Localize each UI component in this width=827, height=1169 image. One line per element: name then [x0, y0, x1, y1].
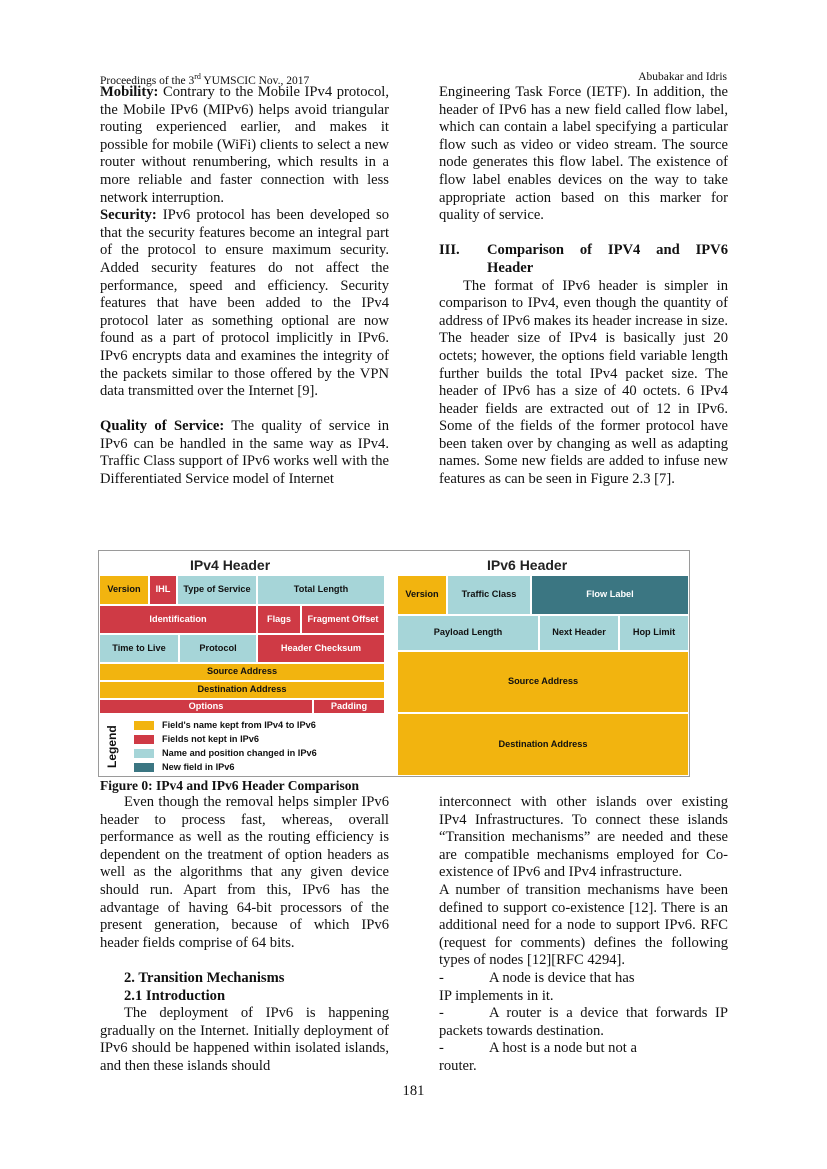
list-item-first: A node is device that has — [489, 969, 635, 986]
ipv4-flags-field: Flags — [257, 605, 301, 634]
interconnect-paragraph: interconnect with other islands over existing IPv4 Infrastructures. To connect these islands “Transition mechanisms” are needed and these are compatible mechanisms employed for Co-existence of IPv6 and IPv4 infrastructure. — [439, 794, 728, 881]
list-dash: - — [439, 1040, 444, 1057]
list-dash: - — [439, 1005, 444, 1022]
ipv6-flow-label-field: Flow Label — [531, 575, 689, 615]
removal-paragraph: Even though the removal helps simpler IPv6 header to process fast, whereas, overall performance as well as the routing efficiency is dependent on the treatment of option headers as well as the algorithms that any given device should run. Apart from this, IPv6 has the advantage of having 64-bit processors of the present generation, because of which IPv6 header fields comprise of 64 bits. — [100, 794, 389, 951]
ipv6-source-address-field: Source Address — [397, 651, 689, 713]
list-dash: - — [439, 969, 444, 986]
node-definition-item — [439, 970, 728, 1005]
ipv4-identification-field: Identification — [99, 605, 257, 634]
header-left-prefix: Proceedings of the 3 — [100, 74, 195, 87]
section-heading-iii — [439, 242, 728, 277]
ipv4-protocol-field: Protocol — [179, 634, 257, 663]
header-left-suffix: YUMSCIC Nov., 2017 — [200, 74, 310, 87]
ipv6-destination-address-field: Destination Address — [397, 713, 689, 776]
section-title: Comparison of IPV4 and IPV6 Header — [487, 242, 728, 276]
legend-item-kept — [134, 720, 316, 730]
legend-label-changed: Name and position changed in IPv6 — [162, 748, 317, 758]
header-comparison-figure — [98, 550, 690, 777]
mobility-label: Mobility: — [100, 84, 159, 100]
ipv4-destination-address-field: Destination Address — [99, 681, 385, 699]
spacer — [439, 225, 728, 243]
mobility-text: Contrary to the Mobile IPv4 protocol, the Mobile IPv6 (MIPv6) helps avoid triangular routing experienced earlier, and makes it possible for mobile (WiFi) clients to select a new router without renumbering, which results in a more reliable and faster connection with less network interruption. — [100, 84, 389, 206]
legend-title: Legend — [105, 725, 119, 769]
list-item-first: A host is a node but not a — [489, 1040, 637, 1057]
legend-label-removed: Fields not kept in IPv6 — [162, 734, 259, 744]
comparison-paragraph: The format of IPv6 header is simpler in comparison to IPv4, even though the quantity of address of IPv6 makes its header increase in size. The header size of IPv4 is basically just 20 octets; however, the options field variable length further builds the total IPv4 packet size. The header of IPv6 has a size of 40 octets. 6 IPv4 header fields are extracted out of 12 in IPv6. Some of the fields of the former protocol have been taken over by changing as well as adapting names. Some new fields are added to infuse new features as can be seen in Figure 2.3 [7]. — [439, 277, 728, 488]
ipv6-version-field: Version — [397, 575, 447, 615]
list-item-rest: router. — [439, 1057, 477, 1074]
ipv6-next-header-field: Next Header — [539, 615, 619, 651]
spacer — [100, 401, 389, 419]
ipv4-fragment-offset-field: Fragment Offset — [301, 605, 385, 634]
qos-text: The quality of service in IPv6 can be handled in the same way as IPv4. Traffic Class support of IPv6 works well with the Differentiated Service model of Internet — [100, 418, 389, 488]
ipv6-payload-length-field: Payload Length — [397, 615, 539, 651]
legend-swatch-kept — [134, 721, 154, 730]
ipv4-ihl-field: IHL — [149, 575, 177, 605]
list-item-rest: IP implements in it. — [439, 987, 554, 1004]
introduction-heading: 2.1 Introduction — [124, 987, 226, 1004]
security-label: Security: — [100, 207, 157, 224]
list-item-rest: packets towards destination. — [439, 1022, 604, 1039]
legend-swatch-new — [134, 763, 154, 772]
legend-label-new: New field in IPv6 — [162, 762, 235, 772]
mobility-paragraph — [100, 84, 389, 207]
security-text: IPv6 protocol has been developed so that the security features become an integral part of the protocol to ensure maximum security. Added security features do not affect the performance, speed and efficiency. Security features that have been added to the IPv4 protocol later as something optional are now found as a part of protocol implicitly in IPv6. IPv6 encrypts data and examines the integrity of the packets similar to those offered by the VPN data transmitted over the Internet [9]. — [100, 207, 389, 400]
legend-swatch-removed — [134, 735, 154, 744]
ipv4-options-field: Options — [99, 699, 313, 714]
section-number: III. — [439, 242, 460, 259]
figure-caption: Figure 0: IPv4 and IPv6 Header Comparison — [100, 778, 360, 793]
top-right-column — [439, 84, 728, 489]
qos-paragraph — [100, 418, 389, 488]
legend-label-kept: Field's name kept from IPv4 to IPv6 — [162, 720, 316, 730]
legend-item-changed — [134, 748, 317, 758]
legend-item-new — [134, 762, 235, 772]
ietf-paragraph: Engineering Task Force (IETF). In addition, the header of IPv6 has a new field called flow label, which can contain a label specifying a particular flow such as video or video stream. The source node generates this flow label. The existence of flow label enables devices on the way to take appropriate action based on this marker for quality of service. — [439, 84, 728, 224]
transition-mechanisms-heading: 2. Transition Mechanisms — [124, 969, 285, 986]
running-header-right: Abubakar and Idris — [638, 71, 727, 83]
page-number: 181 — [402, 1083, 425, 1099]
ipv4-padding-field: Padding — [313, 699, 385, 714]
host-definition-item — [439, 1040, 728, 1075]
ipv4-version-field: Version — [99, 575, 149, 605]
node-types-paragraph: A number of transition mechanisms have been defined to support co-existence [12]. There is an additional need for a node to support IPv6. RFC (request for comments) defines the following types of nodes [12][RFC 4294]. — [439, 881, 728, 969]
ipv4-checksum-field: Header Checksum — [257, 634, 385, 663]
ipv4-header-title: IPv4 Header — [190, 557, 271, 573]
router-definition-item — [439, 1005, 728, 1040]
header-left-sup: rd — [194, 72, 201, 81]
ipv6-traffic-class-field: Traffic Class — [447, 575, 531, 615]
list-item-first: A router is a device that forwards IP — [489, 1005, 728, 1022]
ipv4-ttl-field: Time to Live — [99, 634, 179, 663]
legend-item-removed — [134, 734, 259, 744]
deployment-paragraph: The deployment of IPv6 is happening gradually on the Internet. Initially deployment of IPv6 should be happened within isolated islands, and then these islands should — [100, 1005, 389, 1074]
top-left-column — [100, 84, 389, 489]
bottom-right-column — [439, 794, 728, 1076]
ipv6-hop-limit-field: Hop Limit — [619, 615, 689, 651]
security-paragraph — [100, 207, 389, 401]
ipv6-header-title: IPv6 Header — [487, 557, 568, 573]
ipv4-source-address-field: Source Address — [99, 663, 385, 681]
bottom-left-column — [100, 794, 389, 1076]
spacer — [100, 952, 389, 970]
legend-swatch-changed — [134, 749, 154, 758]
ipv4-total-length-field: Total Length — [257, 575, 385, 605]
ipv4-tos-field: Type of Service — [177, 575, 257, 605]
qos-label: Quality of Service: — [100, 418, 225, 435]
